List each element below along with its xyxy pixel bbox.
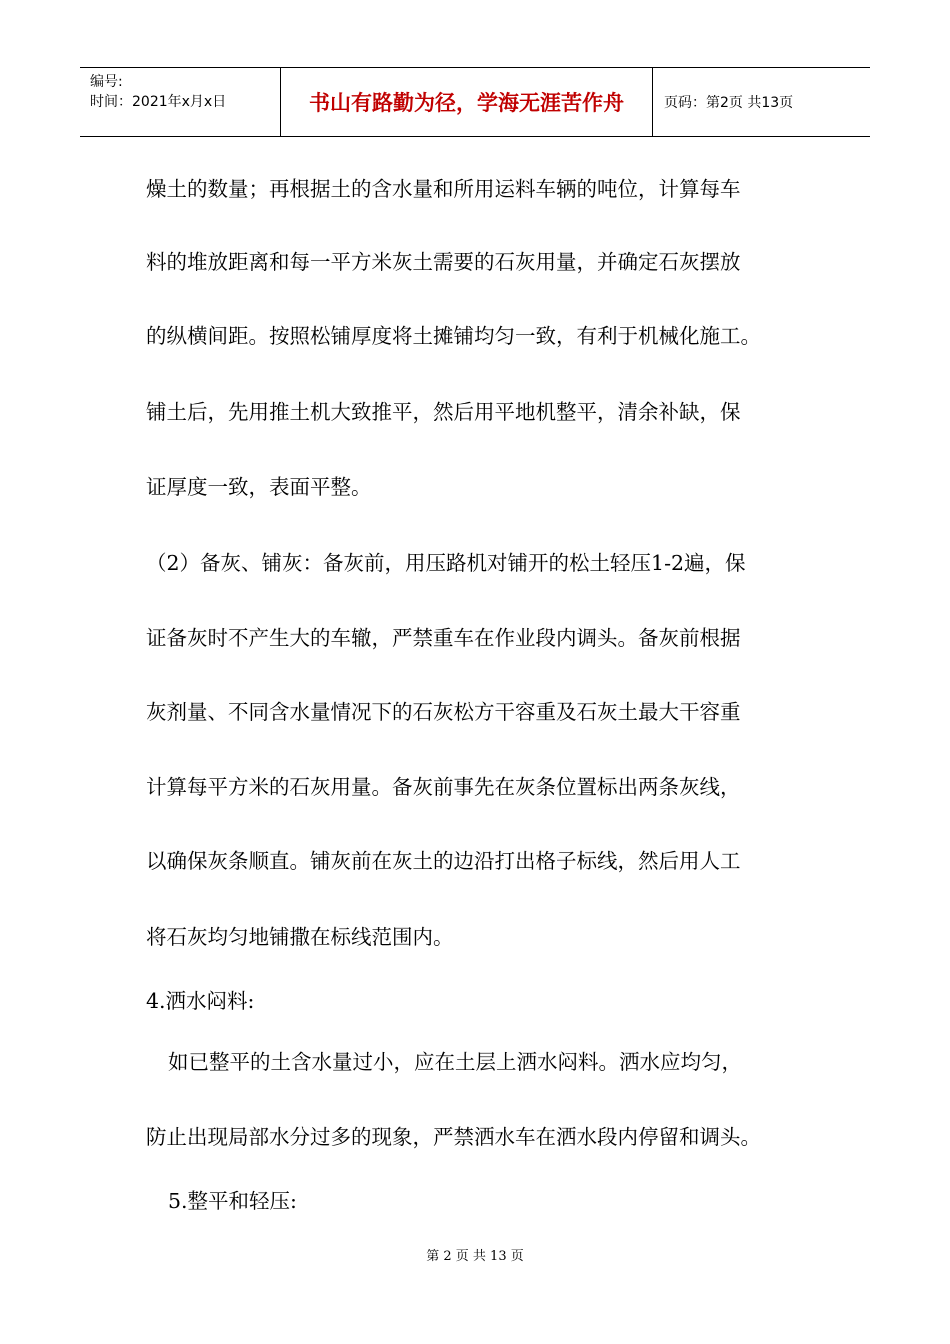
header-motto: 书山有路勤为径，学海无涯苦作舟 xyxy=(309,91,624,115)
body-line: 料的堆放距离和每一平方米灰土需要的石灰用量，并确定石灰摆放 xyxy=(146,250,741,274)
body-line: 证厚度一致，表面平整。 xyxy=(146,475,372,499)
body-line: 燥土的数量；再根据土的含水量和所用运料车辆的吨位，计算每车 xyxy=(146,177,741,201)
body-line: 铺土后，先用推土机大致推平，然后用平地机整平，清余补缺，保 xyxy=(146,400,741,424)
document-date: 时间：2021年x月x日 xyxy=(90,94,227,110)
page-footer: 第 2 页 共 13 页 xyxy=(426,1249,524,1264)
body-line: 防止出现局部水分过多的现象，严禁洒水车在洒水段内停留和调头。 xyxy=(146,1125,761,1149)
header-meta xyxy=(90,72,280,112)
body-line: 的纵横间距。按照松铺厚度将土摊铺均匀一致，有利于机械化施工。 xyxy=(146,324,761,348)
page-header xyxy=(80,67,870,137)
body-line: 将石灰均匀地铺撒在标线范围内。 xyxy=(146,925,454,949)
body-line: 以确保灰条顺直。铺灰前在灰土的边沿打出格子标线，然后用人工 xyxy=(146,849,741,873)
body-line: 灰剂量、不同含水量情况下的石灰松方干容重及石灰土最大干容重 xyxy=(146,700,741,724)
section-heading: 5.整平和轻压: xyxy=(168,1189,297,1213)
body-line: （2）备灰、铺灰：备灰前，用压路机对铺开的松土轻压1-2遍，保 xyxy=(146,551,746,575)
body-line: 计算每平方米的石灰用量。备灰前事先在灰条位置标出两条灰线， xyxy=(146,775,741,799)
body-line: 证备灰时不产生大的车辙，严禁重车在作业段内调头。备灰前根据 xyxy=(146,626,741,650)
document-number-label: 编号: xyxy=(90,74,123,90)
section-heading: 4.洒水闷料: xyxy=(146,989,255,1013)
body-line: 如已整平的土含水量过小，应在土层上洒水闷料。洒水应均匀， xyxy=(168,1050,742,1074)
header-page-info: 页码：第2页 共13页 xyxy=(664,95,794,111)
header-divider xyxy=(652,68,653,136)
